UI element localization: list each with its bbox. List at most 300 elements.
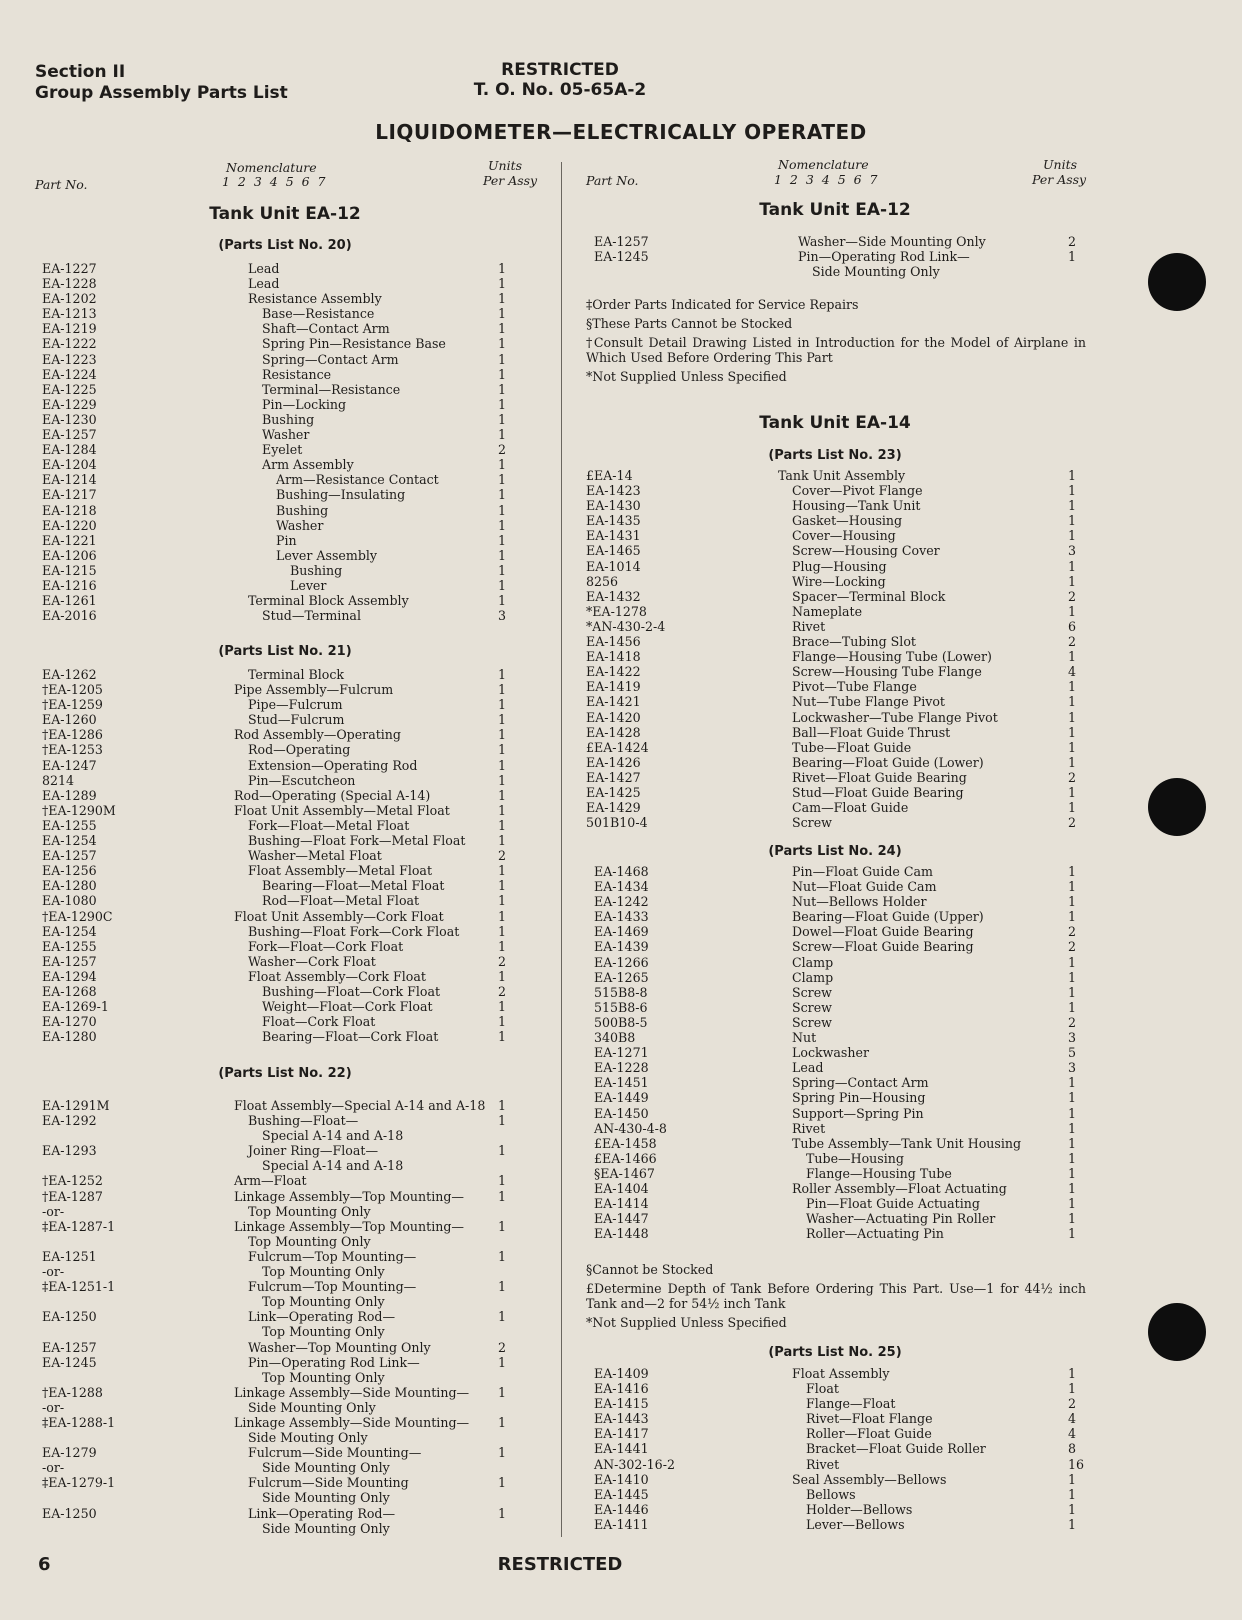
nomenclature: Seal Assembly—Bellows	[792, 1471, 947, 1487]
parts-list-21-label: (Parts List No. 21)	[218, 644, 352, 659]
table-row	[594, 1487, 1086, 1502]
table-row	[42, 939, 532, 954]
part-number: EA-1409	[594, 1366, 649, 1381]
units-per-assy: 1	[498, 1173, 507, 1189]
table-row	[42, 909, 532, 924]
units-per-assy: 1	[1068, 1366, 1077, 1381]
page-title: LIQUIDOMETER—ELECTRICALLY OPERATED	[375, 120, 867, 144]
units-per-assy: 1	[498, 1445, 507, 1461]
part-number: EA-1230	[42, 411, 97, 427]
table-row	[42, 1355, 532, 1370]
part-number: †EA-1288	[42, 1384, 103, 1400]
nomenclature: Float Assembly—Metal Float	[248, 863, 432, 879]
nomenclature: Terminal—Resistance	[262, 381, 401, 397]
part-number: EA-1242	[594, 894, 649, 910]
nomenclature: Tube Assembly—Tank Unit Housing	[792, 1135, 1022, 1151]
nomenclature: Cover—Pivot Flange	[792, 483, 923, 499]
part-number: EA-1262	[42, 667, 97, 682]
units-per-assy: 1	[1068, 754, 1077, 770]
part-number: EA-1215	[42, 562, 97, 578]
nomenclature: Terminal Block	[248, 667, 345, 682]
table-row	[42, 533, 532, 548]
part-number: EA-1225	[42, 381, 97, 397]
nomenclature: Special A-14 and A-18	[262, 1158, 404, 1174]
table-row	[42, 1204, 532, 1219]
nomenclature: Arm—Float	[234, 1173, 307, 1189]
nomenclature: Rivet—Float Guide Bearing	[792, 769, 967, 785]
table-row	[42, 848, 532, 863]
part-number: EA-1257	[42, 848, 97, 864]
nomenclature: Linkage Assembly—Side Mounting—	[234, 1414, 470, 1430]
nomenclature: Bushing—Float—Cork Float	[262, 983, 441, 999]
nomenclature: Extension—Operating Rod	[248, 757, 418, 773]
units-per-assy: 1	[1068, 1105, 1077, 1121]
nomenclature: Spring—Contact Arm	[262, 351, 399, 367]
table-row	[42, 1475, 532, 1490]
units-per-assy: 1	[498, 321, 507, 337]
nomenclature: Terminal Block Assembly	[248, 593, 409, 609]
part-number: EA-1269-1	[42, 999, 109, 1015]
units-per-assy: 1	[498, 1014, 507, 1030]
nomenclature: Lockwasher	[792, 1045, 869, 1061]
nomenclature: Washer—Metal Float	[248, 848, 382, 864]
nomenclature: Side Mounting Only	[262, 1520, 390, 1536]
part-number: EA-1251	[42, 1248, 97, 1264]
units-per-assy: 1	[1068, 784, 1077, 800]
table-row	[594, 1211, 1086, 1226]
nomenclature: Pipe Assembly—Fulcrum	[234, 682, 394, 698]
nomenclature: Top Mounting Only	[262, 1369, 385, 1385]
nomenclature: Bearing—Float—Cork Float	[262, 1029, 439, 1045]
table-row	[42, 427, 532, 442]
nomenclature: Pin—Escutcheon	[248, 772, 356, 788]
table-row	[42, 742, 532, 757]
units-per-assy: 1	[498, 878, 507, 894]
table-row	[42, 1460, 532, 1475]
table-row	[42, 1113, 532, 1128]
part-number: EA-1411	[594, 1516, 649, 1532]
part-number: -or-	[42, 1264, 65, 1280]
units-per-assy: 1	[498, 1218, 507, 1234]
table-row	[586, 528, 1086, 543]
table-row	[594, 264, 1086, 279]
parts-list-20-label: (Parts List No. 20)	[218, 238, 352, 253]
nomenclature: Rivet	[806, 1456, 840, 1472]
part-number: EA-1289	[42, 787, 97, 803]
part-number: EA-1227	[42, 261, 97, 276]
table-row	[594, 1166, 1086, 1181]
units-per-assy: 1	[498, 1309, 507, 1325]
table-row	[586, 543, 1086, 558]
nomenclature: Pin	[276, 532, 297, 548]
table-row	[594, 939, 1086, 954]
part-number: EA-1419	[586, 679, 641, 695]
part-number: EA-1014	[586, 558, 641, 574]
table-row	[586, 604, 1086, 619]
nomenclature: Clamp	[792, 954, 834, 970]
table-row	[594, 1226, 1086, 1241]
part-number: EA-1216	[42, 577, 97, 593]
units-per-assy: 1	[498, 999, 507, 1015]
part-number: EA-1434	[594, 879, 649, 895]
table-row	[586, 559, 1086, 574]
units-per-assy: 5	[1068, 1045, 1077, 1061]
part-number: EA-1223	[42, 351, 97, 367]
nomenclature: Rivet	[792, 1120, 826, 1136]
nomenclature: Screw	[792, 984, 832, 1000]
units-per-assy: 1	[498, 742, 507, 758]
table-row	[42, 924, 532, 939]
nomenclature: Spacer—Terminal Block	[792, 588, 946, 604]
table-row	[42, 487, 532, 502]
table-row	[42, 457, 532, 472]
part-number: EA-1266	[594, 954, 649, 970]
part-number: EA-1245	[42, 1354, 97, 1370]
nomenclature: Bushing—Float—	[248, 1113, 359, 1129]
units-per-assy: 1	[498, 427, 507, 443]
nomenclature: Spring Pin—Resistance Base	[262, 336, 446, 352]
units-per-assy: 4	[1068, 664, 1077, 680]
nomenclature: Screw—Housing Tube Flange	[792, 664, 982, 680]
units-per-assy: 1	[498, 1248, 507, 1264]
part-number: EA-1418	[586, 649, 641, 665]
table-row	[42, 667, 532, 682]
part-number: EA-1429	[586, 800, 641, 816]
nomenclature: Linkage Assembly—Side Mounting—	[234, 1384, 470, 1400]
nomenclature: Bushing—Insulating	[276, 487, 406, 503]
part-number: EA-1265	[594, 969, 649, 985]
table-row	[42, 1370, 532, 1385]
nomenclature: Fulcrum—Side Mounting—	[248, 1445, 422, 1461]
units-per-assy: 1	[498, 1279, 507, 1295]
part-number: EA-1254	[42, 923, 97, 939]
nomenclature: Bushing—Float Fork—Metal Float	[248, 833, 466, 849]
part-number: -or-	[42, 1460, 65, 1476]
table-row	[594, 864, 1086, 879]
part-number: EA-1430	[586, 498, 641, 514]
nomenclature: Pin—Locking	[262, 396, 347, 412]
table-row	[594, 1151, 1086, 1166]
units-per-assy: 1	[498, 276, 507, 292]
table-row	[594, 1090, 1086, 1105]
parts-list-24	[594, 864, 1086, 1241]
nomenclature: Bearing—Float—Metal Float	[262, 878, 445, 894]
part-number: 515B8-6	[594, 999, 648, 1015]
part-number: †EA-1259	[42, 697, 103, 713]
part-number: †EA-1205	[42, 682, 103, 698]
part-number: AN-302-16-2	[594, 1456, 675, 1472]
part-number: EA-1256	[42, 863, 97, 879]
part-number: 501B10-4	[586, 815, 648, 831]
nomenclature: Side Mounting Only	[248, 1399, 376, 1415]
table-row	[42, 954, 532, 969]
nomenclature: Lead	[248, 261, 280, 276]
units-per-assy: 1	[498, 1029, 507, 1045]
table-row	[42, 503, 532, 518]
nomenclature: Rod—Operating	[248, 742, 351, 758]
units-per-assy: 3	[498, 608, 507, 624]
nomenclature: Pin—Float Guide Actuating	[806, 1196, 980, 1212]
restricted-top: RESTRICTED	[501, 60, 619, 80]
table-row	[594, 1000, 1086, 1015]
part-number: EA-1446	[594, 1501, 649, 1517]
nomenclature: Float Assembly—Special A-14 and A-18	[234, 1098, 486, 1113]
units-per-assy: 1	[1068, 1381, 1077, 1397]
part-number: EA-1245	[594, 249, 649, 265]
part-number: EA-1443	[594, 1411, 649, 1427]
table-row	[42, 788, 532, 803]
nomenclature: Gasket—Housing	[792, 513, 903, 529]
table-row	[594, 1106, 1086, 1121]
units-per-assy: 1	[1068, 1226, 1077, 1242]
nomenclature: Fulcrum—Top Mounting—	[248, 1248, 417, 1264]
units-per-assy: 1	[1068, 999, 1077, 1015]
units-per-assy: 1	[498, 457, 507, 473]
table-row	[594, 1366, 1086, 1381]
units-per-assy: 2	[1068, 234, 1077, 249]
part-number: EA-1218	[42, 502, 97, 518]
part-number: EA-1247	[42, 757, 97, 773]
part-number: 8256	[586, 573, 619, 589]
nomenclature: Screw—Housing Cover	[792, 543, 940, 559]
table-row	[594, 1517, 1086, 1532]
units-per-assy: 2	[498, 1339, 507, 1355]
units-per-assy: 1	[1068, 984, 1077, 1000]
table-row	[42, 878, 532, 893]
part-number: *EA-1278	[586, 603, 647, 619]
part-number: EA-1080	[42, 893, 97, 909]
part-number: EA-1214	[42, 472, 97, 488]
nomenclature: Washer	[276, 517, 324, 533]
units-per-assy: 6	[1068, 618, 1077, 634]
units-per-assy: 1	[498, 1098, 507, 1113]
part-number: EA-1257	[42, 427, 97, 443]
part-number: *AN-430-2-4	[586, 618, 666, 634]
nomenclature: Float Assembly—Cork Float	[248, 968, 426, 984]
nomenclature: Link—Operating Rod—	[248, 1309, 396, 1325]
units-per-assy: 1	[498, 757, 507, 773]
nomenclature: Tube—Housing	[806, 1150, 904, 1166]
table-row	[42, 833, 532, 848]
units-per-assy: 1	[498, 577, 507, 593]
table-row	[42, 1490, 532, 1505]
units-per-assy: 1	[1068, 1120, 1077, 1136]
table-row	[594, 970, 1086, 985]
units-per-assy: 2	[1068, 634, 1077, 650]
nomenclature: Top Mounting Only	[262, 1264, 385, 1280]
table-row	[586, 770, 1086, 785]
part-number: EA-1221	[42, 532, 97, 548]
units-per-assy: 3	[1068, 1060, 1077, 1076]
units-per-assy: 1	[498, 396, 507, 412]
col-header-units-right: Units	[1043, 157, 1078, 172]
part-number: EA-1257	[594, 234, 649, 249]
table-row	[594, 985, 1086, 1000]
binder-hole	[1148, 778, 1206, 836]
table-row	[42, 682, 532, 697]
part-number: EA-1228	[42, 276, 97, 292]
table-row	[42, 336, 532, 351]
table-row	[42, 593, 532, 608]
table-row	[594, 1121, 1086, 1136]
table-row	[586, 483, 1086, 498]
parts-list-25-label: (Parts List No. 25)	[768, 1345, 902, 1360]
part-number: EA-1426	[586, 754, 641, 770]
nomenclature: Special A-14 and A-18	[262, 1128, 404, 1144]
table-row	[42, 548, 532, 563]
left-section-title: Tank Unit EA-12	[209, 204, 361, 224]
part-number: EA-1447	[594, 1211, 649, 1227]
nomenclature: Nut—Tube Flange Pivot	[792, 694, 945, 710]
units-per-assy: 1	[498, 1354, 507, 1370]
part-number: EA-1415	[594, 1396, 649, 1412]
table-row	[42, 1430, 532, 1445]
table-row	[42, 578, 532, 593]
table-row	[42, 442, 532, 457]
table-row	[594, 879, 1086, 894]
table-row	[42, 1264, 532, 1279]
units-per-assy: 1	[1068, 249, 1077, 265]
nomenclature: Joiner Ring—Float—	[248, 1143, 379, 1159]
units-per-assy: 1	[498, 923, 507, 939]
units-per-assy: 1	[1068, 864, 1077, 879]
units-per-assy: 2	[498, 983, 507, 999]
units-per-assy: 1	[498, 306, 507, 322]
nomenclature: Bearing—Float Guide (Lower)	[792, 754, 984, 770]
units-per-assy: 1	[1068, 1196, 1077, 1212]
table-row	[42, 367, 532, 382]
part-number: EA-1271	[594, 1045, 649, 1061]
nomenclature: Lead	[792, 1060, 824, 1076]
table-row	[42, 758, 532, 773]
units-per-assy: 1	[498, 562, 507, 578]
table-row	[42, 969, 532, 984]
part-number: EA-1206	[42, 547, 97, 563]
part-number: †EA-1287	[42, 1188, 103, 1204]
binder-hole	[1148, 1303, 1206, 1361]
table-row	[42, 818, 532, 833]
units-per-assy: 1	[1068, 1516, 1077, 1532]
table-row	[42, 518, 532, 533]
nomenclature: Dowel—Float Guide Bearing	[792, 924, 974, 940]
nomenclature: Washer—Actuating Pin Roller	[806, 1211, 996, 1227]
units-per-assy: 1	[498, 261, 507, 276]
table-row	[42, 321, 532, 336]
nomenclature: Washer—Cork Float	[248, 953, 376, 969]
table-row	[594, 1457, 1086, 1472]
units-per-assy: 1	[1068, 679, 1077, 695]
table-row	[42, 291, 532, 306]
part-number: 500B8-5	[594, 1014, 648, 1030]
nomenclature: Nut—Bellows Holder	[792, 894, 927, 910]
nomenclature: Flange—Housing Tube (Lower)	[792, 649, 992, 665]
units-per-assy: 1	[498, 863, 507, 879]
units-per-assy: 1	[1068, 468, 1077, 483]
part-number: EA-1213	[42, 306, 97, 322]
units-per-assy: 1	[498, 502, 507, 518]
part-number: EA-1431	[586, 528, 641, 544]
units-per-assy: 1	[498, 1505, 507, 1521]
nomenclature: Float Unit Assembly—Cork Float	[234, 908, 444, 924]
units-per-assy: 2	[498, 442, 507, 458]
units-per-assy: 1	[498, 351, 507, 367]
nomenclature: Rivet—Float Flange	[806, 1411, 933, 1427]
nomenclature: Bracket—Float Guide Roller	[806, 1441, 986, 1457]
table-row	[586, 740, 1086, 755]
notes-1	[586, 297, 1086, 384]
part-number: EA-1229	[42, 396, 97, 412]
nomenclature: Pin—Float Guide Cam	[792, 864, 933, 879]
part-number: EA-1292	[42, 1113, 97, 1129]
part-number: EA-1222	[42, 336, 97, 352]
part-number: EA-1441	[594, 1441, 649, 1457]
table-row	[42, 1521, 532, 1536]
note: §Cannot be Stocked	[586, 1262, 714, 1277]
part-number: ‡EA-1288-1	[42, 1414, 116, 1430]
units-per-assy: 2	[1068, 1014, 1077, 1030]
table-row	[586, 664, 1086, 679]
col-header-nomen-left: Nomenclature	[226, 160, 317, 175]
nomenclature: Linkage Assembly—Top Mounting—	[234, 1218, 464, 1234]
table-row	[586, 755, 1086, 770]
nomenclature: Side Mounting Only	[262, 1490, 390, 1506]
nomenclature: Housing—Tank Unit	[792, 498, 921, 514]
note: ‡Order Parts Indicated for Service Repairs	[586, 297, 859, 312]
units-per-assy: 1	[498, 833, 507, 849]
part-number: EA-1280	[42, 1029, 97, 1045]
table-row	[42, 608, 532, 623]
part-number: EA-1450	[594, 1105, 649, 1121]
table-row	[42, 1309, 532, 1324]
table-row	[42, 1098, 532, 1113]
units-per-assy: 1	[498, 472, 507, 488]
units-per-assy: 1	[1068, 1150, 1077, 1166]
nomenclature: Tube—Float Guide	[792, 739, 912, 755]
table-row	[594, 1196, 1086, 1211]
table-row	[594, 1181, 1086, 1196]
nomenclature: Lead	[248, 276, 280, 292]
table-row	[594, 1136, 1086, 1151]
part-number: EA-1416	[594, 1381, 649, 1397]
table-row	[594, 1015, 1086, 1030]
units-per-assy: 1	[1068, 1180, 1077, 1196]
part-number: EA-1217	[42, 487, 97, 503]
part-number: EA-1427	[586, 769, 641, 785]
units-per-assy: 1	[1068, 724, 1077, 740]
part-number: EA-1257	[42, 1339, 97, 1355]
col-header-part-right: Part No.	[586, 173, 639, 188]
binder-hole	[1148, 253, 1206, 311]
part-number: EA-1284	[42, 442, 97, 458]
units-per-assy: 8	[1068, 1441, 1077, 1457]
part-number: EA-1456	[586, 634, 641, 650]
part-number: EA-1220	[42, 517, 97, 533]
table-row	[586, 800, 1086, 815]
nomenclature: Link—Operating Rod—	[248, 1505, 396, 1521]
table-row	[42, 382, 532, 397]
nomenclature: Washer—Side Mounting Only	[798, 234, 986, 249]
units-per-assy: 1	[1068, 1135, 1077, 1151]
table-row	[42, 1173, 532, 1188]
units-per-assy: 1	[498, 593, 507, 609]
nomenclature: Nameplate	[792, 603, 863, 619]
nomenclature: Flange—Float	[806, 1396, 896, 1412]
table-row	[594, 894, 1086, 909]
units-per-assy: 1	[1068, 649, 1077, 665]
table-row	[42, 999, 532, 1014]
units-per-assy: 1	[1068, 1211, 1077, 1227]
table-row	[42, 352, 532, 367]
